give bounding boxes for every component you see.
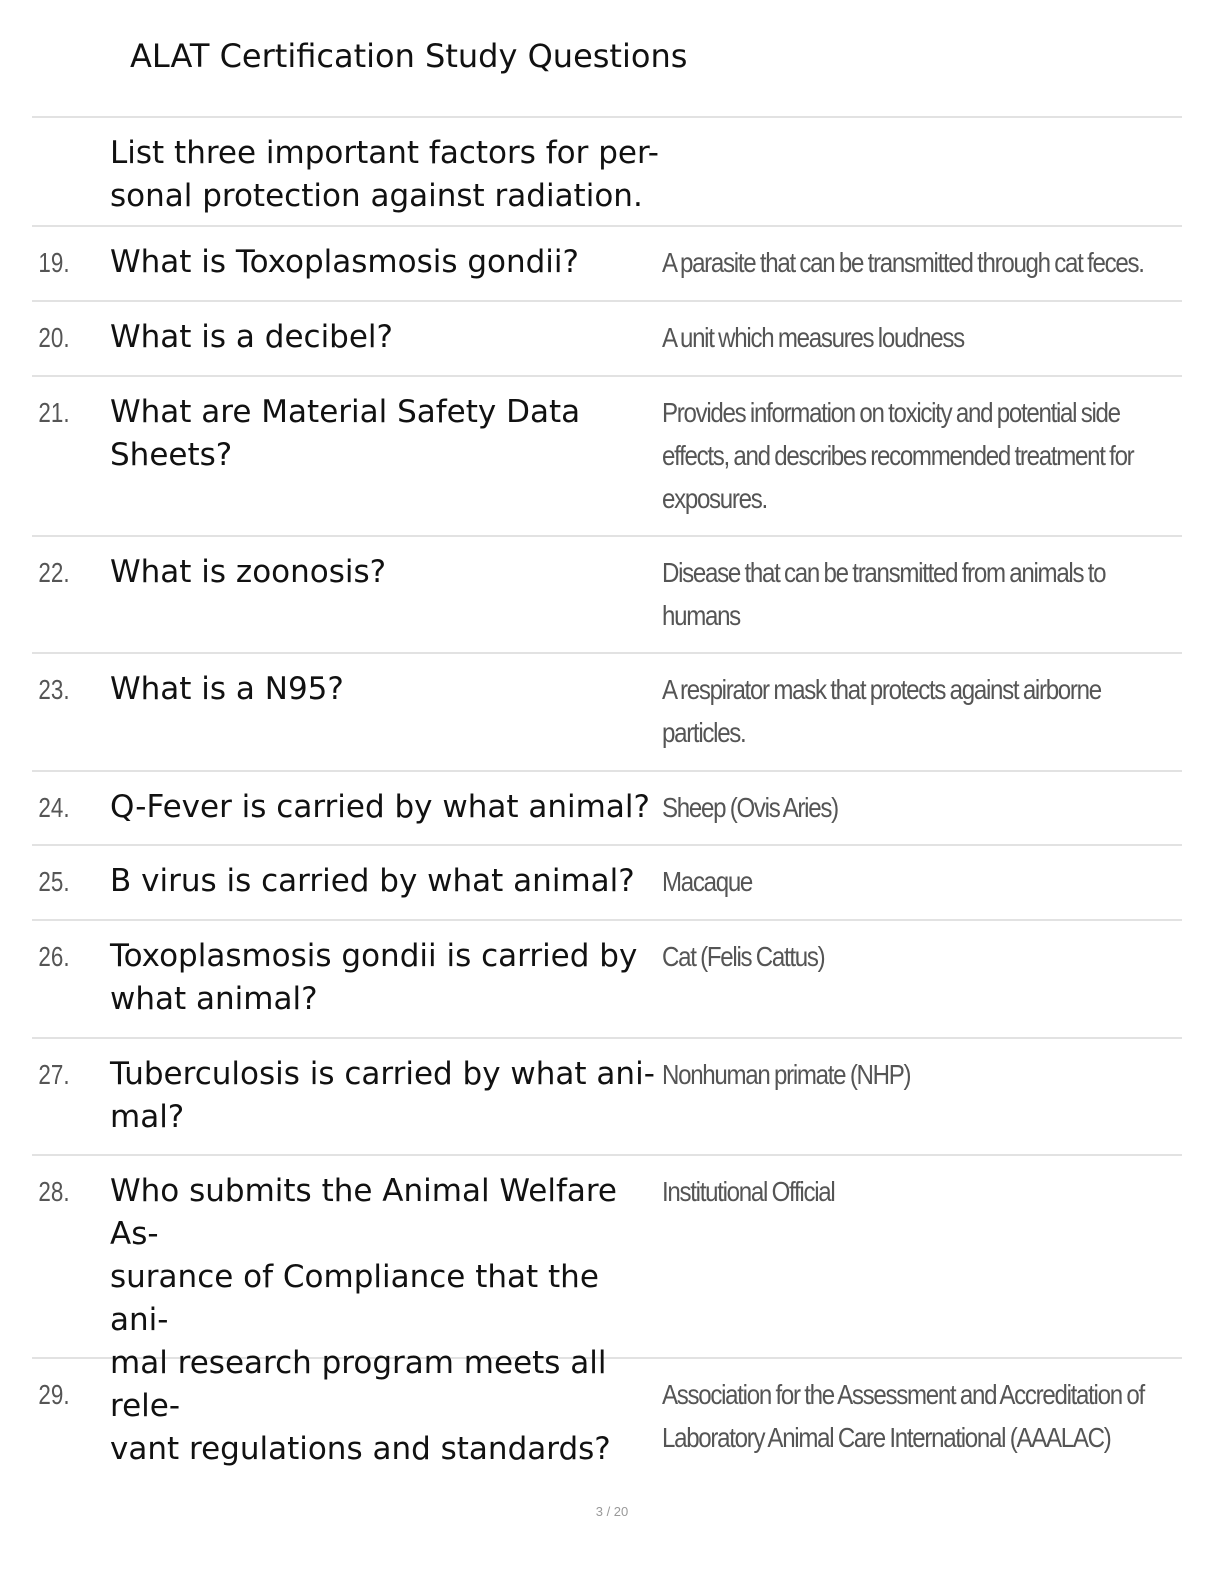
answer-text: A respirator mask that protects against airborne particles. (662, 674, 1101, 748)
question-number: 28. (38, 1176, 70, 1207)
question-number (32, 132, 94, 225)
page-indicator: 3 / 20 (595, 1504, 629, 1519)
question-text: Who submits the Animal Welfare As- surance of Compliance that the ani- mal research program meets all rele- vant regulations and standards? (110, 1173, 617, 1467)
answer-text: A unit which measures loudness (662, 322, 964, 353)
question-text: Tuberculosis is carried by what ani- mal? (110, 1056, 655, 1135)
table-row (32, 227, 1182, 302)
answer-text: A parasite that can be transmitted through cat feces. (662, 247, 1144, 278)
table-row (32, 1359, 1182, 1469)
question-number: 26. (38, 941, 70, 972)
page-title: ALAT Certification Study Questions (130, 37, 688, 75)
question-number: 27. (38, 1059, 70, 1090)
question-text: Toxoplasmosis gondii is carried by what animal? (110, 938, 638, 1017)
question-text: What is zoonosis? (110, 554, 387, 590)
question-number: 22. (38, 557, 70, 588)
answer-text (662, 132, 1182, 225)
table-row (32, 921, 1182, 1039)
answer-text: Disease that can be transmitted from animals to humans (662, 557, 1106, 631)
question-text: What are Material Safety Data Sheets? (110, 394, 581, 473)
question-text: What is a decibel? (110, 319, 393, 355)
question-number: 29. (38, 1379, 70, 1410)
question-number: 23. (38, 674, 70, 705)
table-row (32, 846, 1182, 921)
question-text: B virus is carried by what animal? (110, 863, 635, 899)
table-row (32, 118, 1182, 227)
answer-text: Cat (Felis Cattus) (662, 941, 825, 972)
question-text (110, 1373, 662, 1469)
question-text: What is a N95? (110, 671, 344, 707)
answer-text: Institutional Official (662, 1176, 835, 1207)
table-row (32, 302, 1182, 377)
question-text: List three important factors for per- sonal protection against radiation. (110, 135, 659, 214)
question-number: 19. (38, 247, 70, 278)
question-number: 24. (38, 792, 70, 823)
answer-text: Association for the Assessment and Accreditation of Laboratory Animal Care International (AAALAC) (662, 1379, 1144, 1453)
table-row (32, 537, 1182, 654)
answer-text: Sheep (Ovis Aries) (662, 792, 838, 823)
table-row (32, 772, 1182, 846)
question-number: 20. (38, 322, 70, 353)
question-text: What is Toxoplasmosis gondii? (110, 244, 579, 280)
table-row (32, 1039, 1182, 1156)
qa-table (32, 116, 1182, 1469)
answer-text: Macaque (662, 866, 753, 897)
question-number: 21. (38, 397, 70, 428)
answer-text: Nonhuman primate (NHP) (662, 1059, 911, 1090)
question-number: 25. (38, 866, 70, 897)
table-row (32, 377, 1182, 537)
table-row (32, 654, 1182, 772)
question-text: Q-Fever is carried by what animal? (110, 789, 650, 825)
answer-text: Provides information on toxicity and potential side effects, and describes recommended treatment for exposures. (662, 397, 1134, 514)
